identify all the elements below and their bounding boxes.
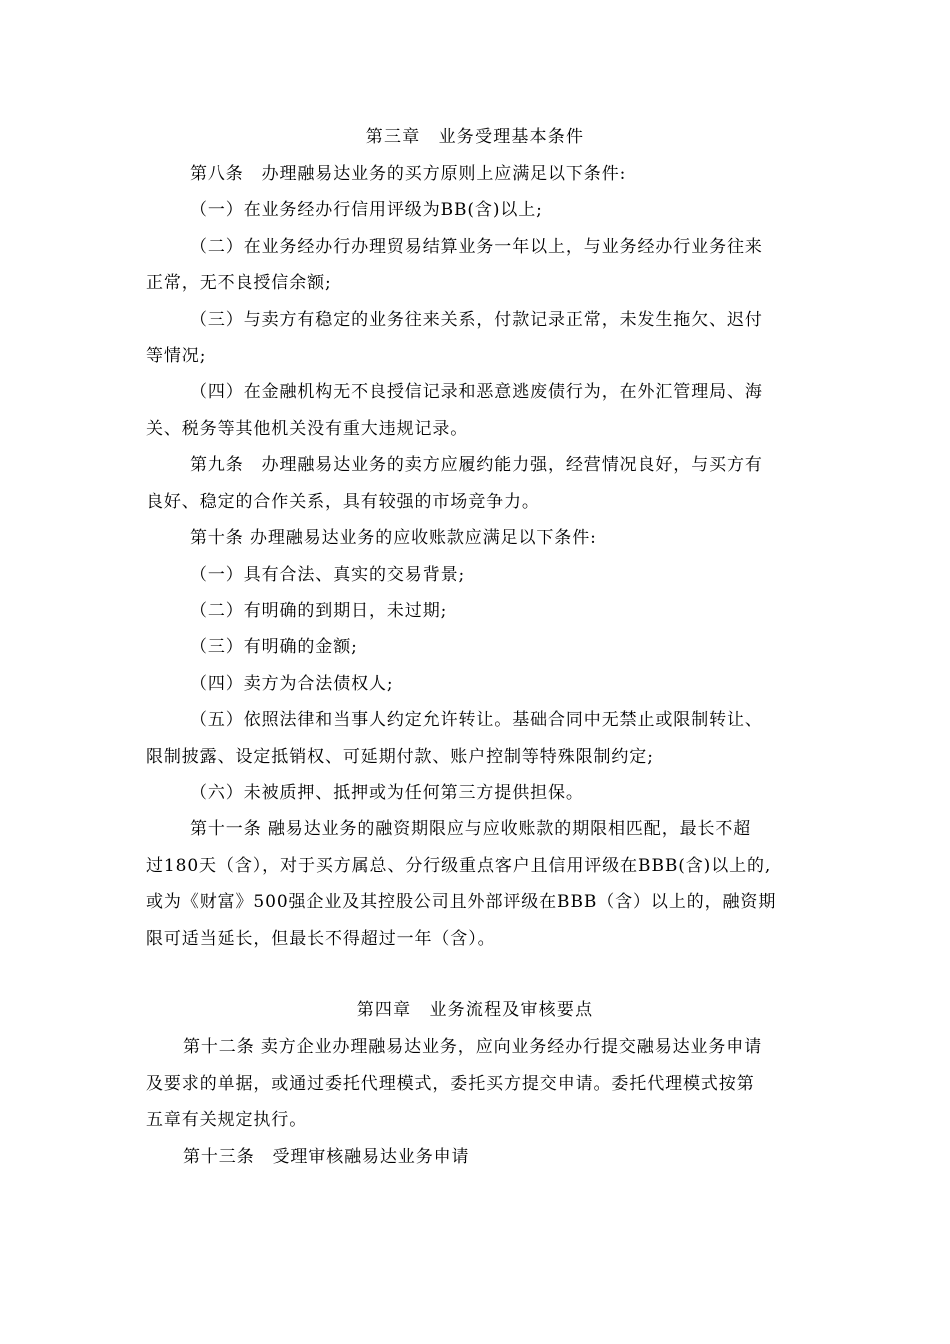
- article-12-line-3: 五章有关规定执行。: [146, 1110, 308, 1130]
- article-8-item-4-line-1: （四）在金融机构无不良授信记录和恶意逃废债行为，在外汇管理局、海: [190, 382, 763, 402]
- article-11-line-2: 过180天（含），对于买方属总、分行级重点客户且信用评级在BBB(含)以上的,: [146, 856, 772, 876]
- article-10-item-5-line-2: 限制披露、设定抵销权、可延期付款、账户控制等特殊限制约定;: [146, 747, 654, 767]
- article-10-item-3: （三）有明确的金额;: [190, 637, 358, 657]
- article-8-item-2-line-1: （二）在业务经办行办理贸易结算业务一年以上，与业务经办行业务往来: [190, 237, 763, 257]
- article-10-item-6: （六）未被质押、抵押或为任何第三方提供担保。: [190, 783, 584, 803]
- article-11-line-1: 第十一条 融易达业务的融资期限应与应收账款的期限相匹配，最长不超: [190, 819, 752, 839]
- article-10-item-5-line-1: （五）依照法律和当事人约定允许转让。基础合同中无禁止或限制转让、: [190, 710, 763, 730]
- article-8-heading: 第八条 办理融易达业务的买方原则上应满足以下条件:: [190, 164, 627, 184]
- article-10-heading: 第十条 办理融易达业务的应收账款应满足以下条件:: [190, 528, 597, 548]
- article-11-line-3: 或为《财富》500强企业及其控股公司且外部评级在BBB（含）以上的，融资期: [146, 892, 777, 912]
- article-8-item-3-line-1: （三）与卖方有稳定的业务往来关系，付款记录正常，未发生拖欠、迟付: [190, 310, 763, 330]
- chapter-4-title: 第四章 业务流程及审核要点: [356, 1000, 594, 1020]
- article-8-item-4-line-2: 关、税务等其他机关没有重大违规记录。: [146, 419, 469, 439]
- article-13-heading: 第十三条 受理审核融易达业务申请: [183, 1147, 470, 1167]
- article-9-line-1: 第九条 办理融易达业务的卖方应履约能力强，经营情况良好，与买方有: [190, 455, 763, 475]
- article-8-item-3-line-2: 等情况;: [146, 346, 207, 366]
- chapter-3-title: 第三章 业务受理基本条件: [365, 127, 585, 147]
- article-10-item-1: （一）具有合法、真实的交易背景;: [190, 565, 466, 585]
- article-8-item-1: （一）在业务经办行信用评级为BB(含)以上;: [190, 200, 543, 220]
- article-10-item-4: （四）卖方为合法债权人;: [190, 674, 394, 694]
- article-12-line-2: 及要求的单据，或通过委托代理模式，委托买方提交申请。委托代理模式按第: [146, 1074, 755, 1094]
- article-12-line-1: 第十二条 卖方企业办理融易达业务，应向业务经办行提交融易达业务申请: [183, 1037, 763, 1057]
- article-10-item-2: （二）有明确的到期日，未过期;: [190, 601, 448, 621]
- article-8-item-2-line-2: 正常，无不良授信余额;: [146, 273, 332, 293]
- article-11-line-4: 限可适当延长，但最长不得超过一年（含）。: [146, 929, 496, 949]
- article-9-line-2: 良好、稳定的合作关系，具有较强的市场竞争力。: [146, 492, 540, 512]
